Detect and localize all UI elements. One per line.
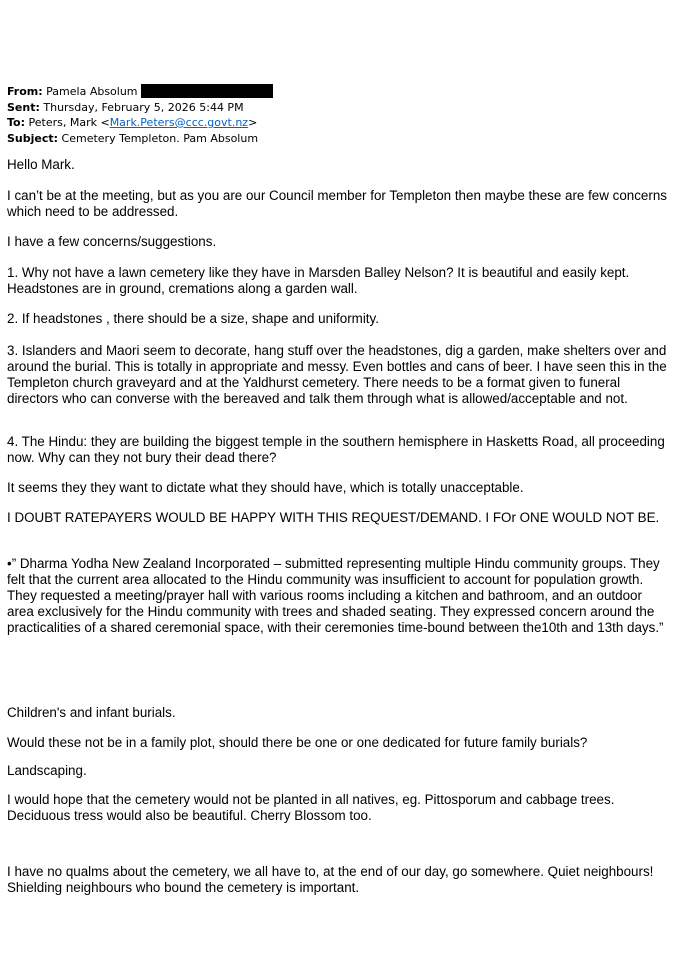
- sent-value: Thursday, February 5, 2026 5:44 PM: [43, 100, 244, 114]
- paragraph-3: 1. Why not have a lawn cemetery like they have in Marsden Balley Nelson? It is beautiful and easily kept. Headstones are in ground, cremations along a garden wall.: [7, 265, 630, 296]
- paragraph-4: 2. If headstones , there should be a size, shape and uniformity.: [7, 311, 379, 326]
- paragraph-12: Landscaping.: [7, 763, 87, 778]
- paragraph-7: It seems they they want to dictate what they should have, which is totally unacceptable.: [7, 480, 524, 495]
- to-label: To:: [7, 116, 25, 129]
- subject-value: Cemetery Templeton. Pam Absolum: [61, 131, 259, 145]
- email-header: [7, 84, 273, 146]
- to-email-link[interactable]: Mark.Peters@ccc.govt.nz: [109, 116, 249, 129]
- paragraph-14: I have no qualms about the cemetery, we all have to, at the end of our day, go somewhere. Quiet neighbours! Shielding neighbours who bound the cemetery is important.: [7, 864, 654, 895]
- greeting: Hello Mark.: [7, 157, 75, 172]
- sent-label: Sent:: [7, 100, 40, 114]
- to-name: Peters, Mark <: [28, 116, 110, 129]
- subject-label: Subject:: [7, 131, 59, 145]
- to-close: >: [248, 116, 258, 129]
- from-row: [7, 84, 273, 100]
- paragraph-6: 4. The Hindu: they are building the biggest temple in the southern hemisphere in Hasketts Road, all proceeding now. Why can they not bury their dead there?: [7, 434, 665, 465]
- subject-row: [7, 131, 273, 147]
- paragraph-11: Would these not be in a family plot, should there be one or one dedicated for future family burials?: [7, 735, 588, 750]
- paragraph-8: I DOUBT RATEPAYERS WOULD BE HAPPY WITH THIS REQUEST/DEMAND. I FOr ONE WOULD NOT BE.: [7, 510, 660, 525]
- paragraph-2: I have a few concerns/suggestions.: [7, 234, 217, 249]
- paragraph-9: •” Dharma Yodha New Zealand Incorporated – submitted representing multiple Hindu community groups. They felt that the current area allocated to the Hindu community was insufficient to account for population growth. They requested a meeting/prayer hall with various rooms including a kitchen and bathroom, and an outdoor area exclusively for the Hindu community with trees and shaded seating. They expressed concern around the practicalities of a shared ceremonial space, with their ceremonies time-bound between the10th and 13th days.”: [7, 556, 664, 635]
- paragraph-1: I can’t be at the meeting, but as you are our Council member for Templeton then maybe these are few concerns which need to be addressed.: [7, 188, 667, 219]
- from-value: Pamela Absolum: [46, 85, 138, 98]
- paragraph-13: I would hope that the cemetery would not be planted in all natives, eg. Pittosporum and cabbage trees. Deciduous tress would also be beautiful. Cherry Blossom too.: [7, 792, 615, 823]
- redaction-box: [141, 84, 273, 98]
- paragraph-10: Children's and infant burials.: [7, 705, 176, 720]
- sent-row: [7, 100, 273, 116]
- to-row: [7, 115, 273, 131]
- from-label: From:: [7, 85, 43, 98]
- paragraph-5: 3. Islanders and Maori seem to decorate, hang stuff over the headstones, dig a garden, make shelters over and around the burial. This is totally in appropriate and messy. Even bottles and cans of beer. I have seen this in the Templeton church graveyard and at the Yaldhurst cemetery. There needs to be a format given to funeral directors who can converse with the bereaved and talk them through what is allowed/acceptable and not.: [7, 343, 667, 406]
